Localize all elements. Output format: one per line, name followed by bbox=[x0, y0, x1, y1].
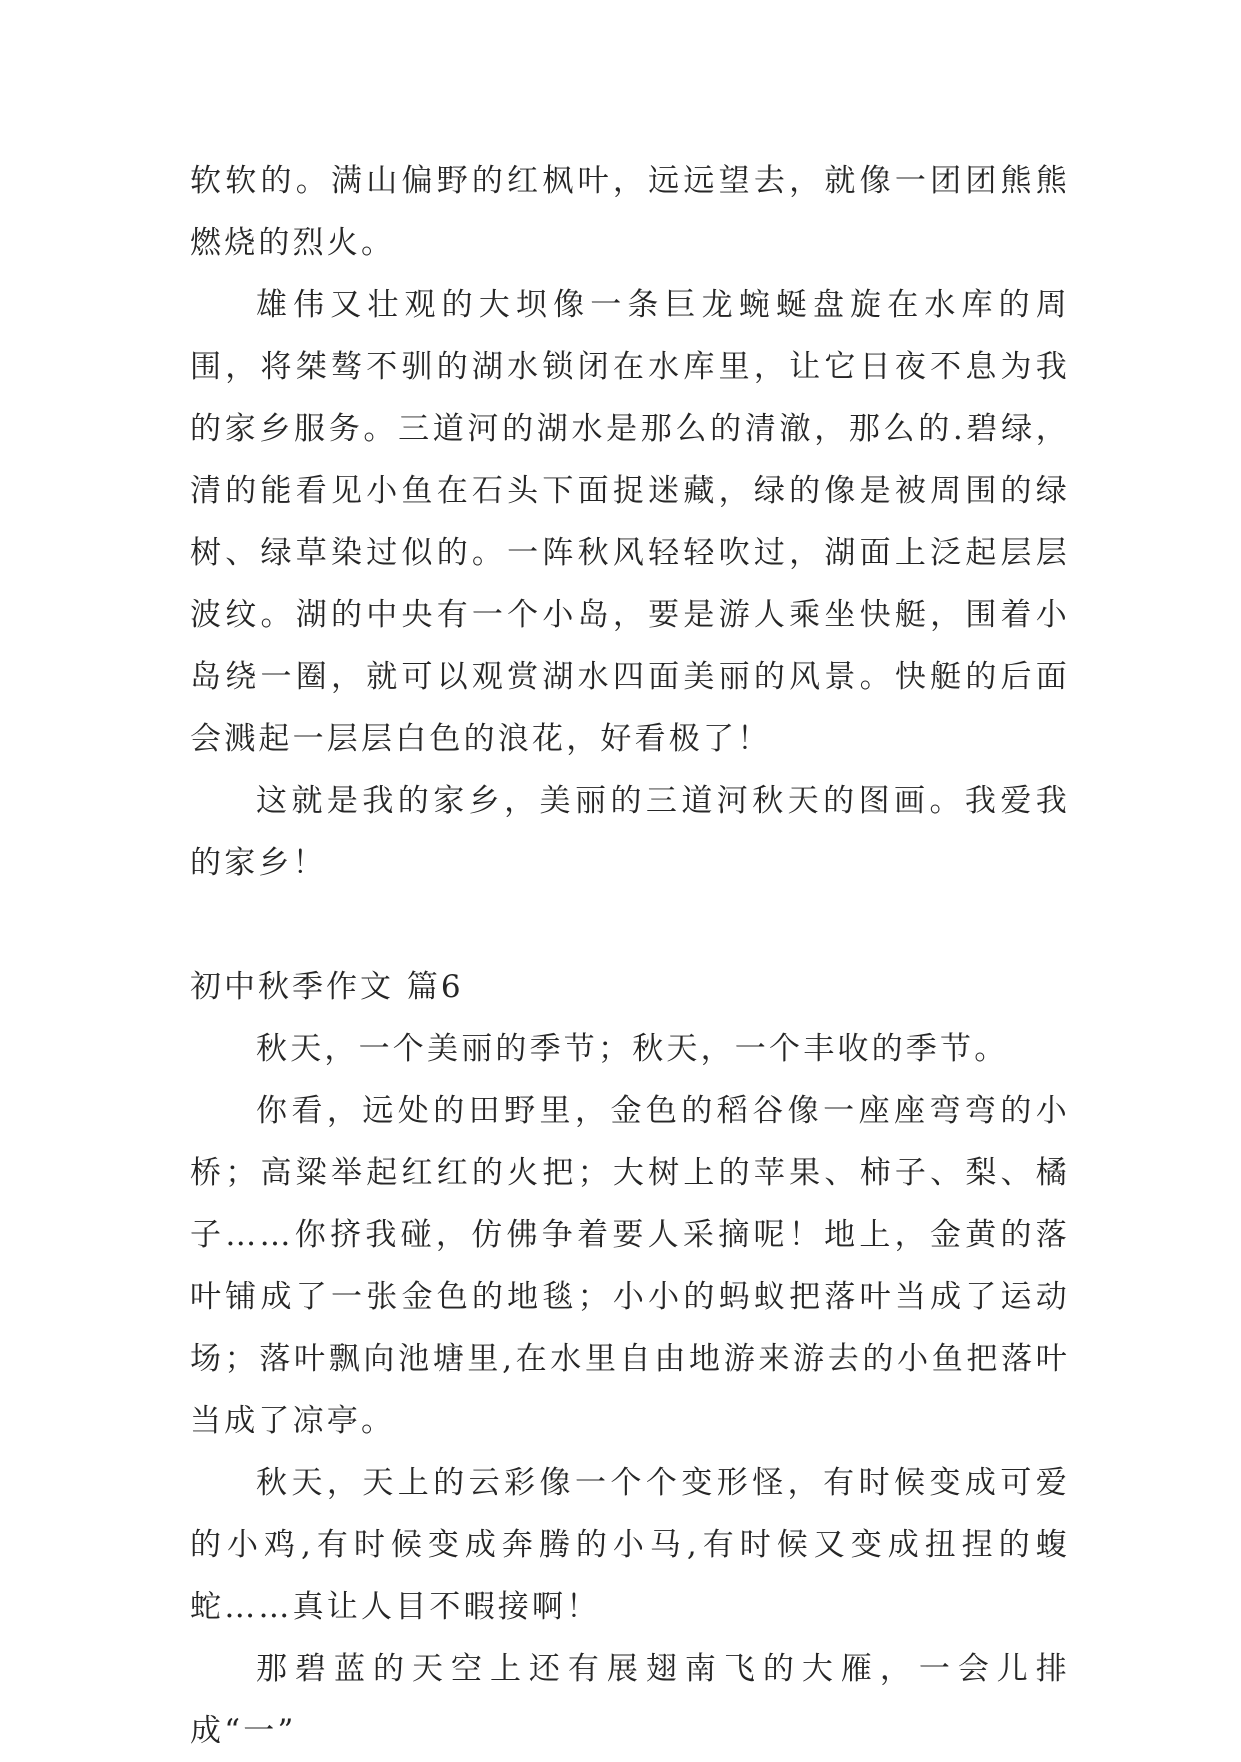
paragraph-dam: 雄伟又壮观的大坝像一条巨龙蜿蜒盘旋在水库的周围，将桀骜不驯的湖水锁闭在水库里，让它日夜不息为我的家乡服务。三道河的湖水是那么的清澈，那么的.碧绿，清的能看见小鱼在石头下面捉迷藏，绿的像是被周围的绿树、绿草染过似的。一阵秋风轻轻吹过，湖面上泛起层层波纹。湖的中央有一个小岛，要是游人乘坐快艇，围着小岛绕一圈，就可以观赏湖水四面美丽的风景。快艇的后面会溅起一层层白色的浪花，好看极了！ bbox=[190, 287, 1070, 757]
paragraph-geese: 那碧蓝的天空上还有展翅南飞的大雁，一会儿排成“一” bbox=[190, 1651, 1070, 1749]
paragraph-conclusion: 这就是我的家乡，美丽的三道河秋天的图画。我爱我的家乡！ bbox=[190, 783, 1070, 881]
section-title: 初中秋季作文 篇6 bbox=[190, 969, 464, 1005]
paragraph-clouds: 秋天，天上的云彩像一个个变形怪，有时候变成可爱的小鸡,有时候变成奔腾的小马,有时候又变成扭捏的蝮蛇……真让人目不暇接啊！ bbox=[190, 1465, 1070, 1625]
document-body bbox=[190, 150, 1070, 1762]
paragraph-autumn-intro: 秋天，一个美丽的季节；秋天，一个丰收的季节。 bbox=[256, 1031, 1009, 1067]
paragraph-continuation: 软软的。满山偏野的红枫叶，远远望去，就像一团团熊熊燃烧的烈火。 bbox=[190, 163, 1070, 261]
paragraph-fields: 你看，远处的田野里，金色的稻谷像一座座弯弯的小桥；高粱举起红红的火把；大树上的苹果、柿子、梨、橘子……你挤我碰，仿佛争着要人采摘呢！地上，金黄的落叶铺成了一张金色的地毯；小小的蚂蚁把落叶当成了运动场；落叶飘向池塘里,在水里自由地游来游去的小鱼把落叶当成了凉亭。 bbox=[190, 1093, 1070, 1439]
